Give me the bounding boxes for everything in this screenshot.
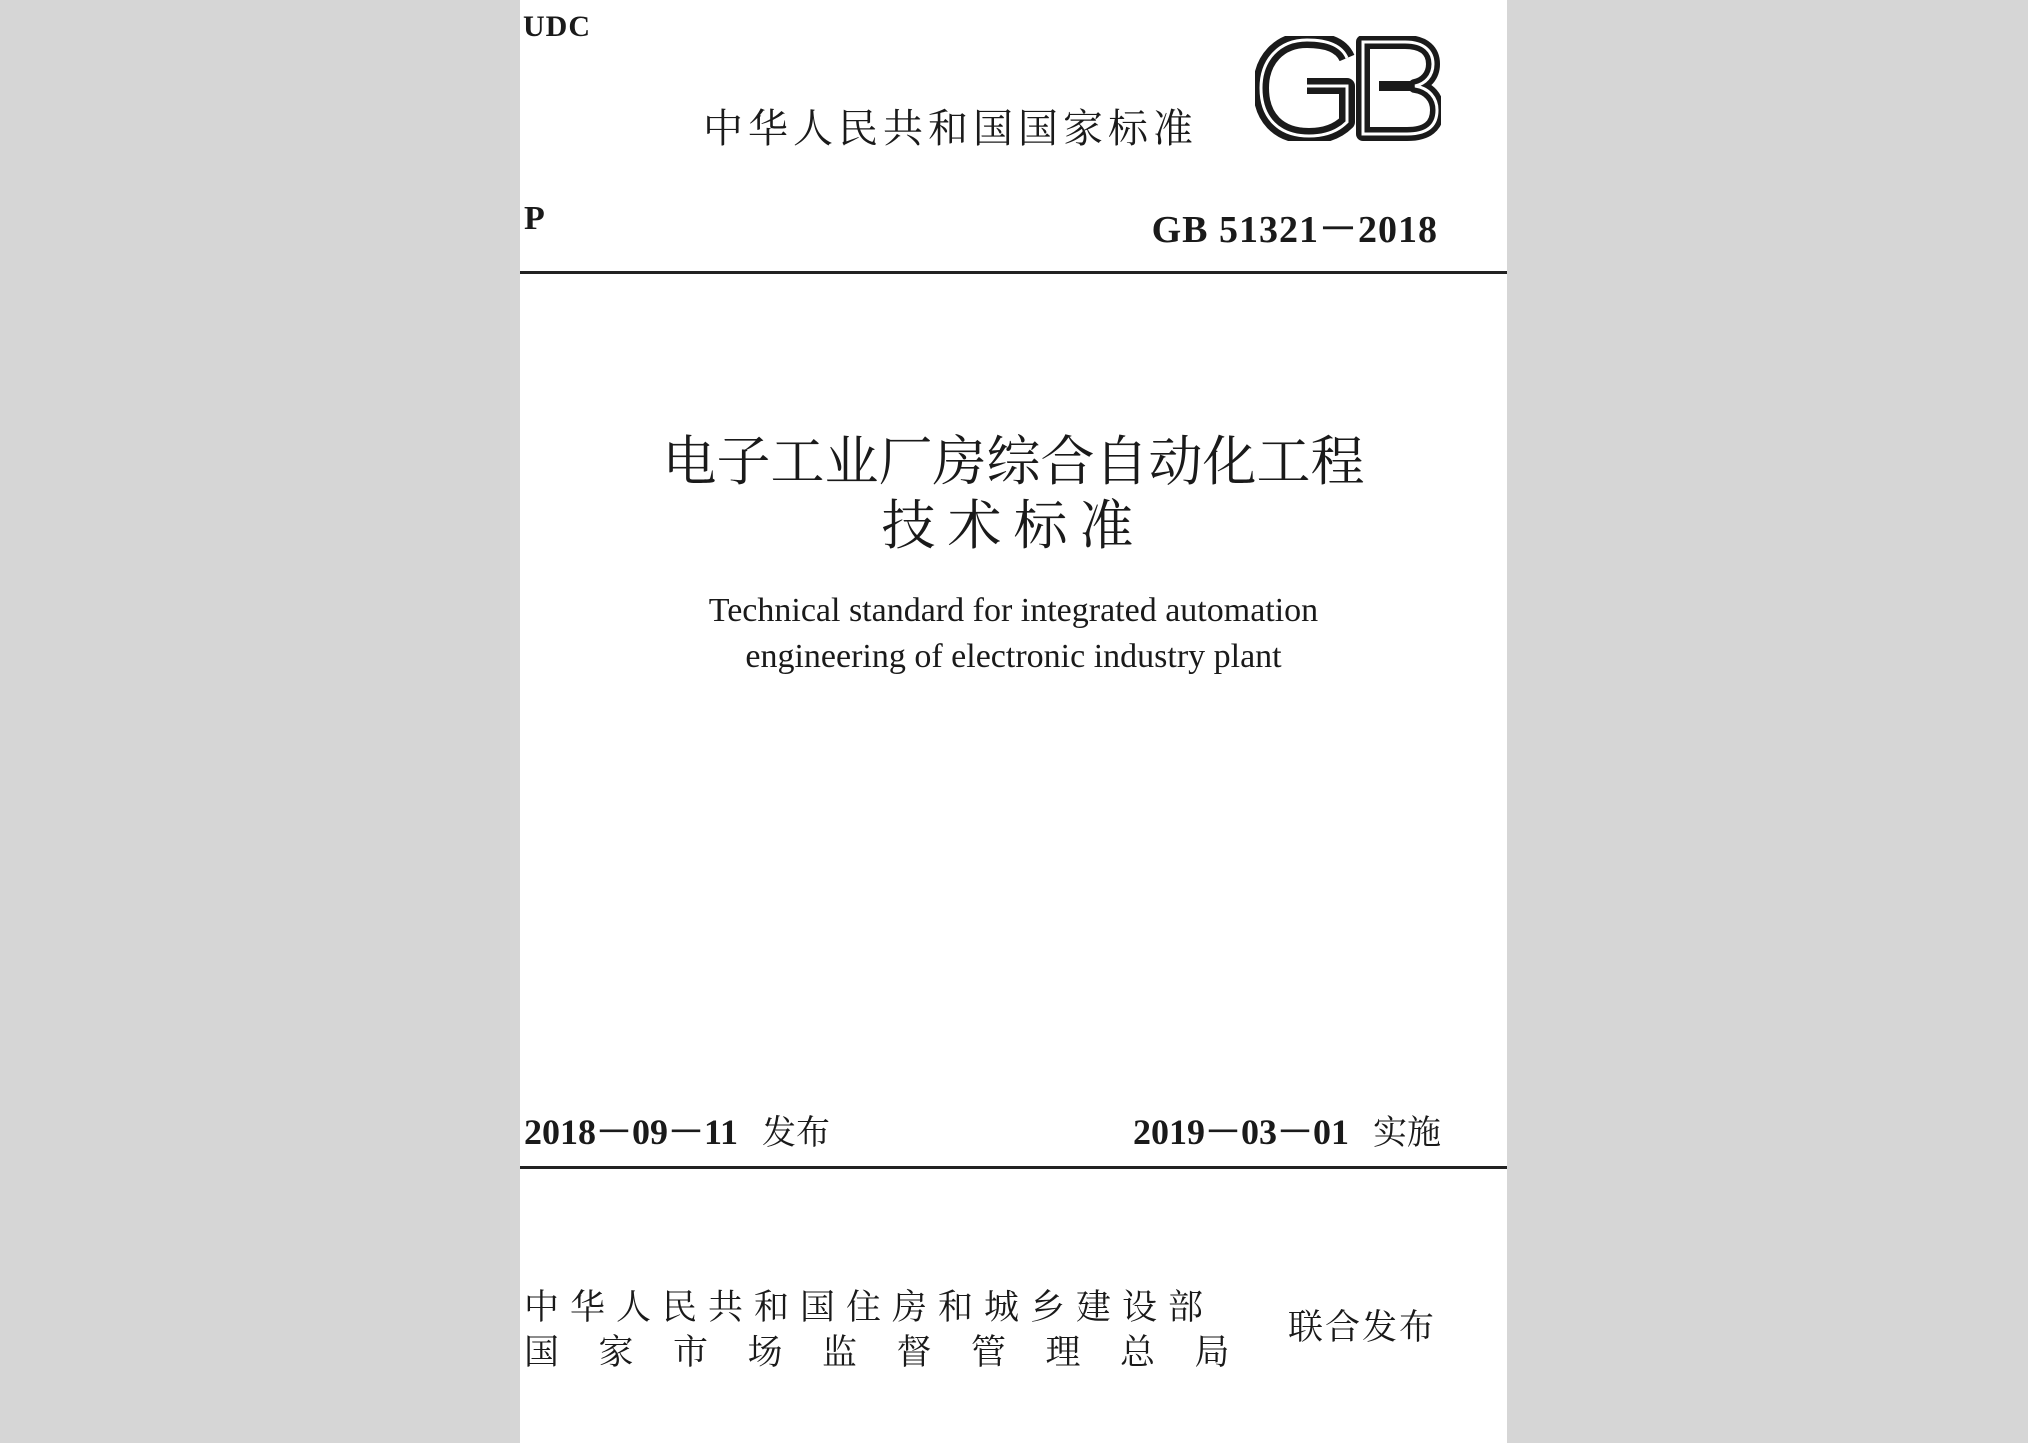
english-title-line-1: Technical standard for integrated automation xyxy=(708,592,1319,629)
english-title xyxy=(520,588,1507,680)
chinese-title xyxy=(520,430,1507,558)
issuer-ministry: 中华人民共和国住房和城乡建设部 xyxy=(524,1288,1215,1328)
chinese-title-line-2: 技术标准 xyxy=(881,494,1146,557)
national-standard-heading: 中华人民共和国国家标准 xyxy=(703,106,1198,152)
implement-label: 实施 xyxy=(1373,1113,1441,1153)
issuer-administration: 国家市场监督管理总局 xyxy=(524,1333,1270,1373)
top-divider xyxy=(520,271,1507,274)
publish-label: 发布 xyxy=(762,1113,831,1153)
implement-date-line xyxy=(1133,1104,1441,1155)
english-title-line-2: engineering of electronic industry plant xyxy=(745,638,1282,675)
implement-date: 2019－03－01 xyxy=(1132,1112,1349,1152)
standard-number: GB 51321－2018 xyxy=(1151,209,1438,251)
gb-logo xyxy=(1255,36,1441,141)
chinese-title-line-1: 电子工业厂房综合自动化工程 xyxy=(662,430,1365,493)
publish-date-line xyxy=(524,1104,830,1155)
publish-date: 2018－09－11 xyxy=(524,1112,739,1152)
standard-cover-page xyxy=(520,0,1507,1443)
bottom-divider xyxy=(520,1166,1507,1169)
udc-label: UDC xyxy=(523,10,591,43)
joint-release-label: 联合发布 xyxy=(1288,1308,1437,1348)
category-code: P xyxy=(524,200,545,237)
